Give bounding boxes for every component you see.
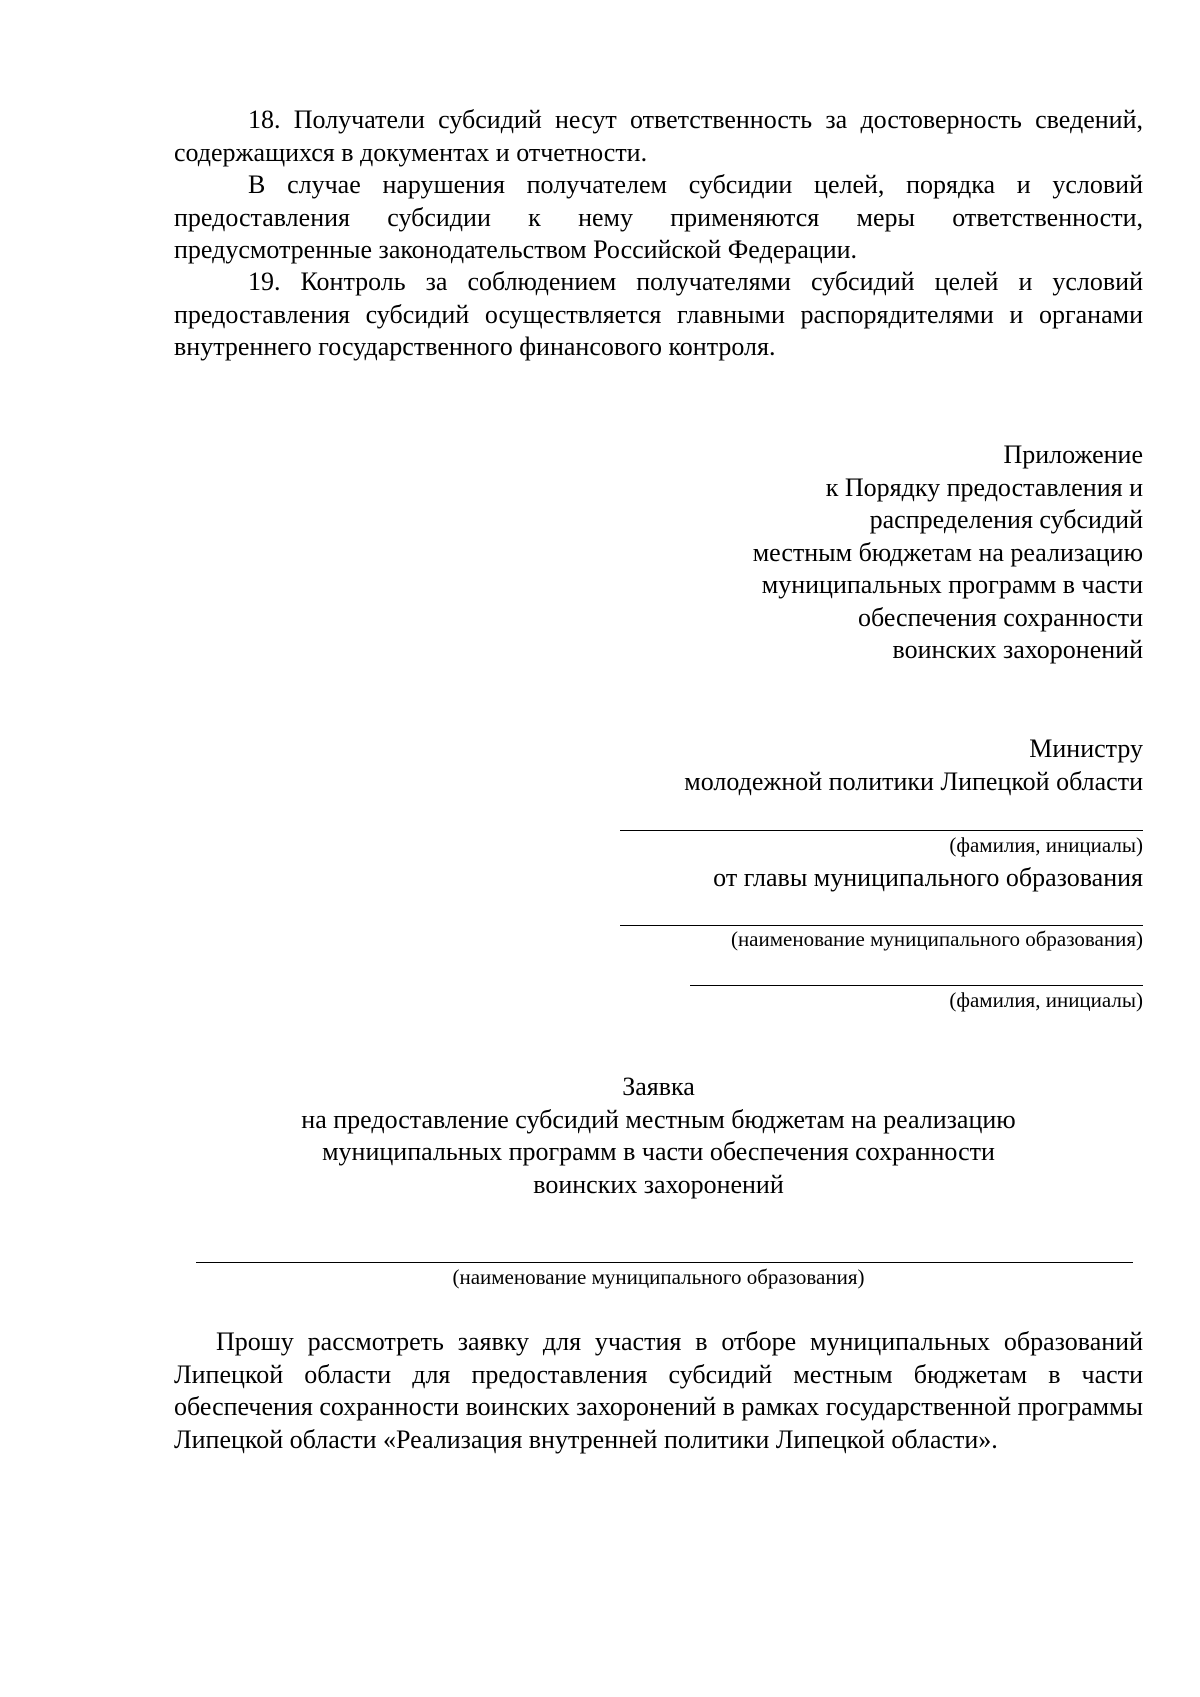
addressee-block [684, 733, 1143, 798]
appendix-line: воинских захоронений [892, 635, 1143, 664]
paragraph-19: 19. Контроль за соблюдением получателями субсидий целей и условий предоставления субсидий осуществляется главными распорядителями и органами внутреннего государственного финансового контроля. [174, 267, 1143, 361]
appendix-line: обеспечения сохранности [857, 602, 1143, 632]
appendix-line: распределения субсидий [869, 505, 1143, 534]
appendix-heading [753, 439, 1143, 667]
appendix-line: Приложение [1003, 440, 1143, 469]
municipality-underline-2 [196, 1262, 1133, 1263]
appendix-line: муниципальных программ в части [761, 570, 1143, 599]
paragraph-violation: В случае нарушения получателем субсидии целей, порядка и условий предоставления субсидии к нему применяются меры ответственности, предусмотренные законодательством Российской Федерации. [174, 170, 1143, 264]
paragraph-18: 18. Получатели субсидий несут ответственность за достоверность сведений, содержащихся в документах и отчетности. [174, 105, 1143, 167]
surname-underline-1 [620, 830, 1143, 831]
surname-underline-2 [690, 985, 1143, 986]
municipality-caption-1: (наименование муниципального образования) [730, 927, 1143, 951]
municipality-caption-2: (наименование муниципального образования) [452, 1265, 865, 1289]
addressee-ministry: молодежной политики Липецкой области [684, 766, 1143, 796]
request-paragraph: Прошу рассмотреть заявку для участия в отборе муниципальных образований Липецкой области для предоставления субсидий местным бюджетам в части обеспечения сохранности воинских захоронений в рамках государственной программы Липецкой области «Реализация внутренней политики Липецкой области». [174, 1327, 1143, 1454]
addressee-title: Министру [1029, 734, 1143, 763]
application-title-line: на предоставление субсидий местным бюджетам на реализацию [301, 1104, 1016, 1134]
application-title-line: муниципальных программ в части обеспечения сохранности [322, 1137, 995, 1166]
application-title [174, 1071, 1143, 1201]
surname-caption-2: (фамилия, инициалы) [949, 988, 1143, 1012]
application-title-line: Заявка [622, 1072, 695, 1101]
appendix-line: к Порядку предоставления и [825, 472, 1143, 502]
application-title-line: воинских захоронений [533, 1169, 784, 1199]
surname-caption-1: (фамилия, инициалы) [949, 833, 1143, 857]
from-head-line: от главы муниципального образования [713, 863, 1143, 892]
appendix-line: местным бюджетам на реализацию [752, 537, 1143, 567]
